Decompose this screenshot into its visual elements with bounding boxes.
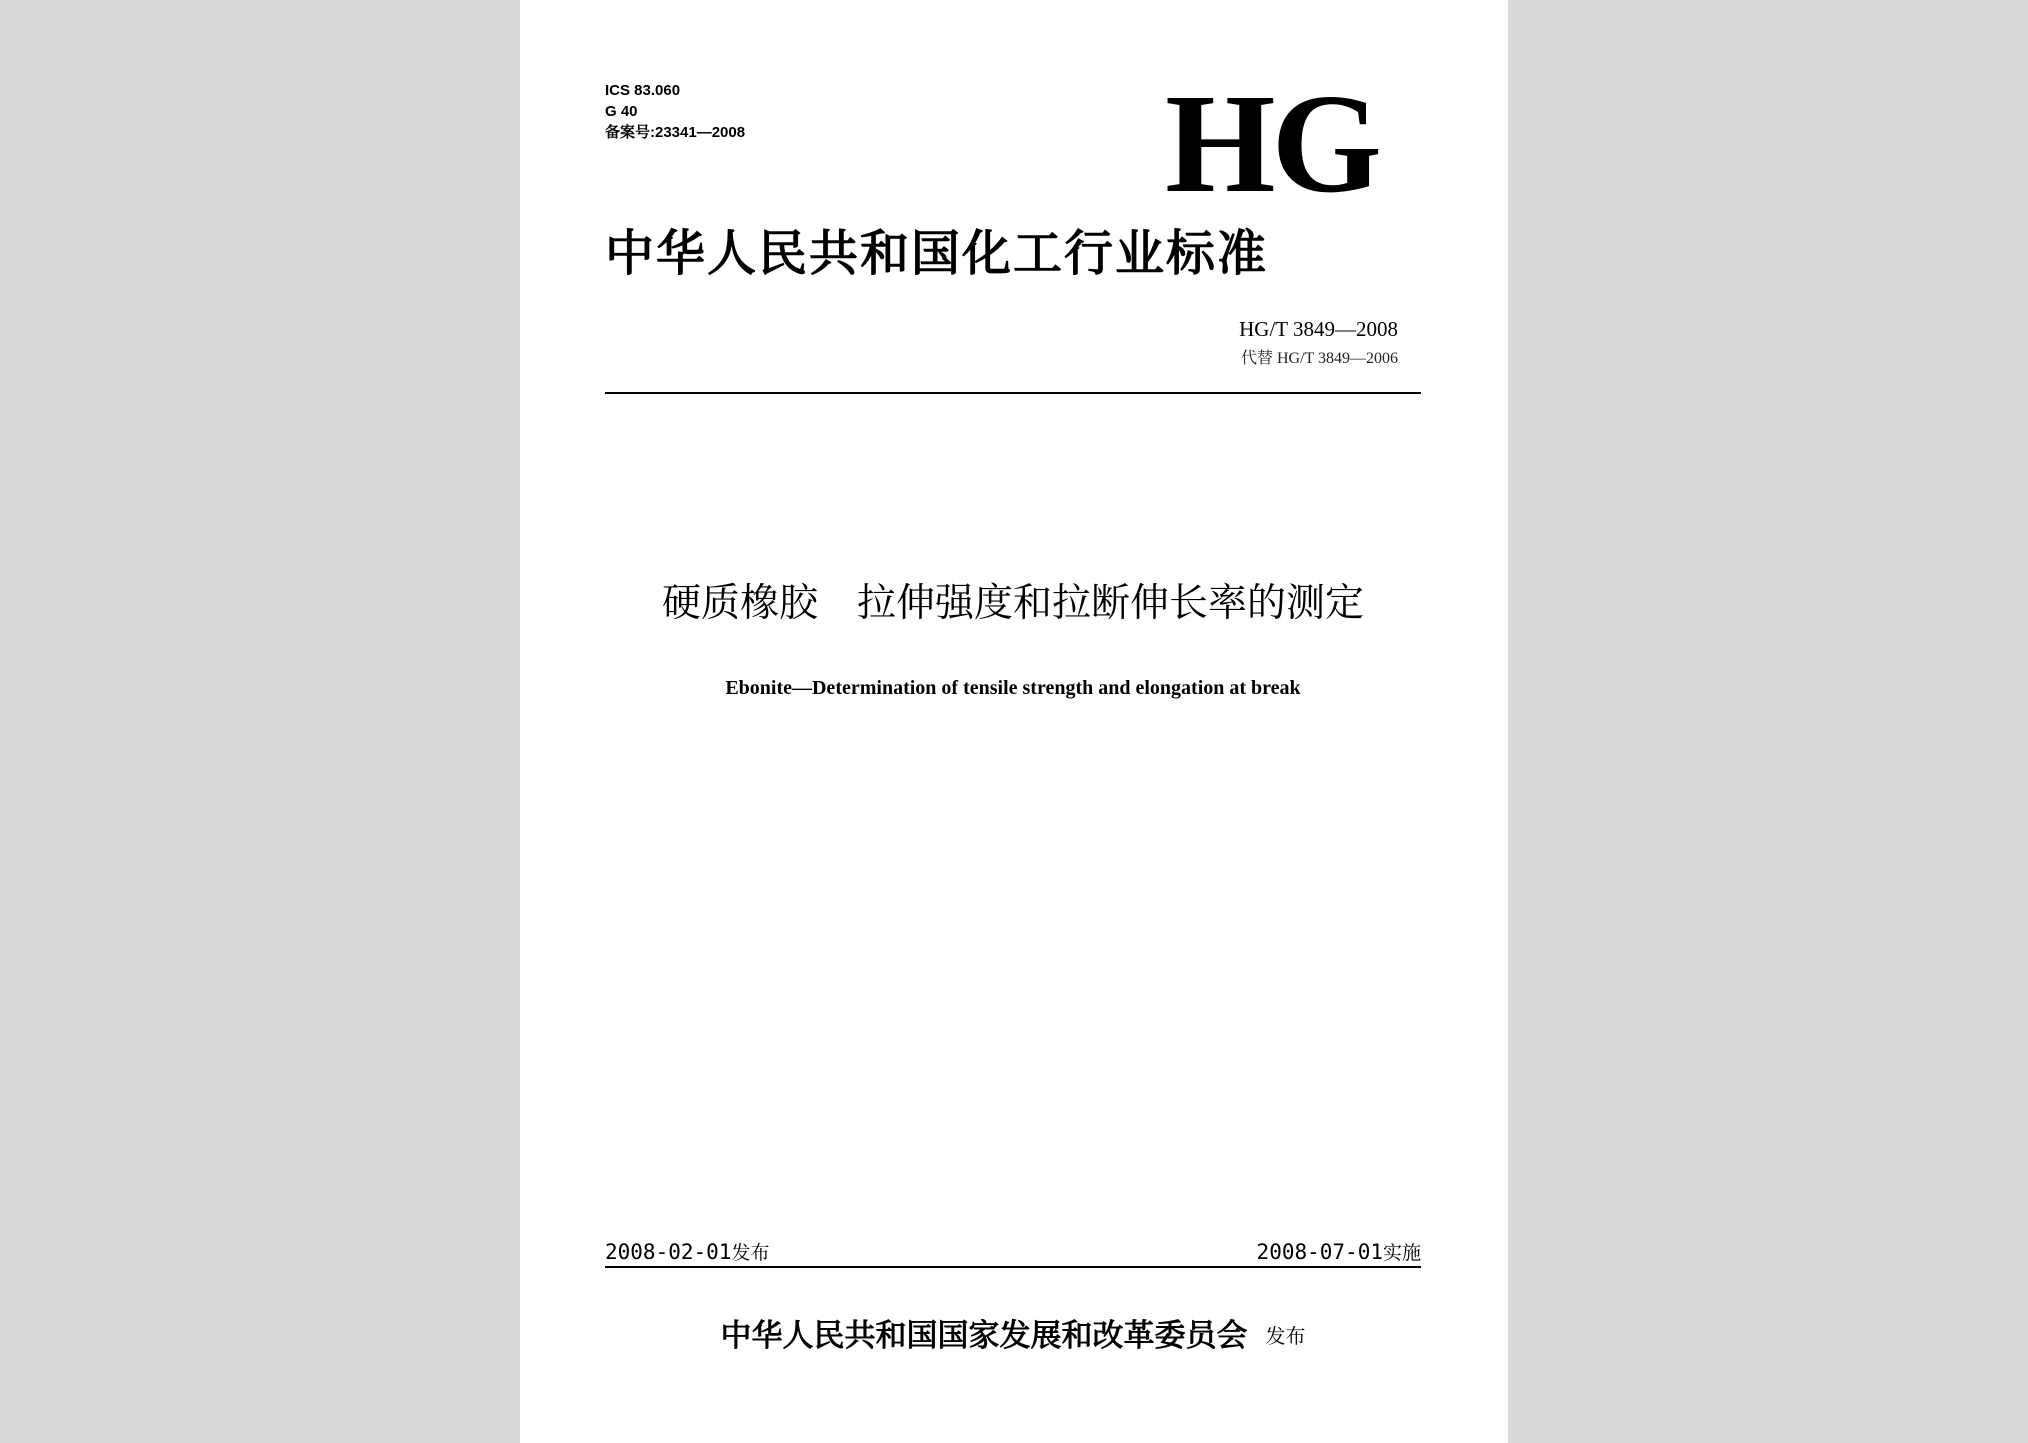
standard-category: 中华人民共和国化工行业标准 bbox=[605, 224, 1269, 282]
title-english: Ebonite—Determination of tensile strength and elongation at break bbox=[725, 677, 1301, 699]
implement-date-line bbox=[1257, 1238, 1421, 1267]
document-page bbox=[520, 0, 1508, 1443]
release-label: 发布 bbox=[731, 1242, 770, 1264]
classification-codes bbox=[605, 80, 745, 143]
replaces-standard: 代替 HG/T 3849—2006 bbox=[1240, 350, 1398, 367]
ics-code: ICS 83.060 bbox=[605, 82, 681, 99]
record-number: 备案号:23341—2008 bbox=[605, 124, 746, 141]
publisher-name: 中华人民共和国国家发展和改革委员会 bbox=[720, 1318, 1248, 1354]
classification-code: G 40 bbox=[605, 103, 638, 120]
standard-number: HG/T 3849—2008 bbox=[1239, 317, 1398, 341]
publisher-suffix: 发布 bbox=[1265, 1324, 1306, 1348]
implement-date: 2008-07-01 bbox=[1256, 1240, 1383, 1264]
footer-divider bbox=[605, 1266, 1421, 1268]
title-chinese: 硬质橡胶 拉伸强度和拉断伸长率的测定 bbox=[661, 581, 1364, 626]
release-date: 2008-02-01 bbox=[605, 1240, 732, 1264]
release-date-line bbox=[605, 1238, 769, 1267]
hg-logo: HG bbox=[1165, 64, 1378, 222]
implement-label: 实施 bbox=[1382, 1242, 1421, 1264]
publisher-line bbox=[605, 1316, 1421, 1356]
header-divider bbox=[605, 392, 1421, 394]
